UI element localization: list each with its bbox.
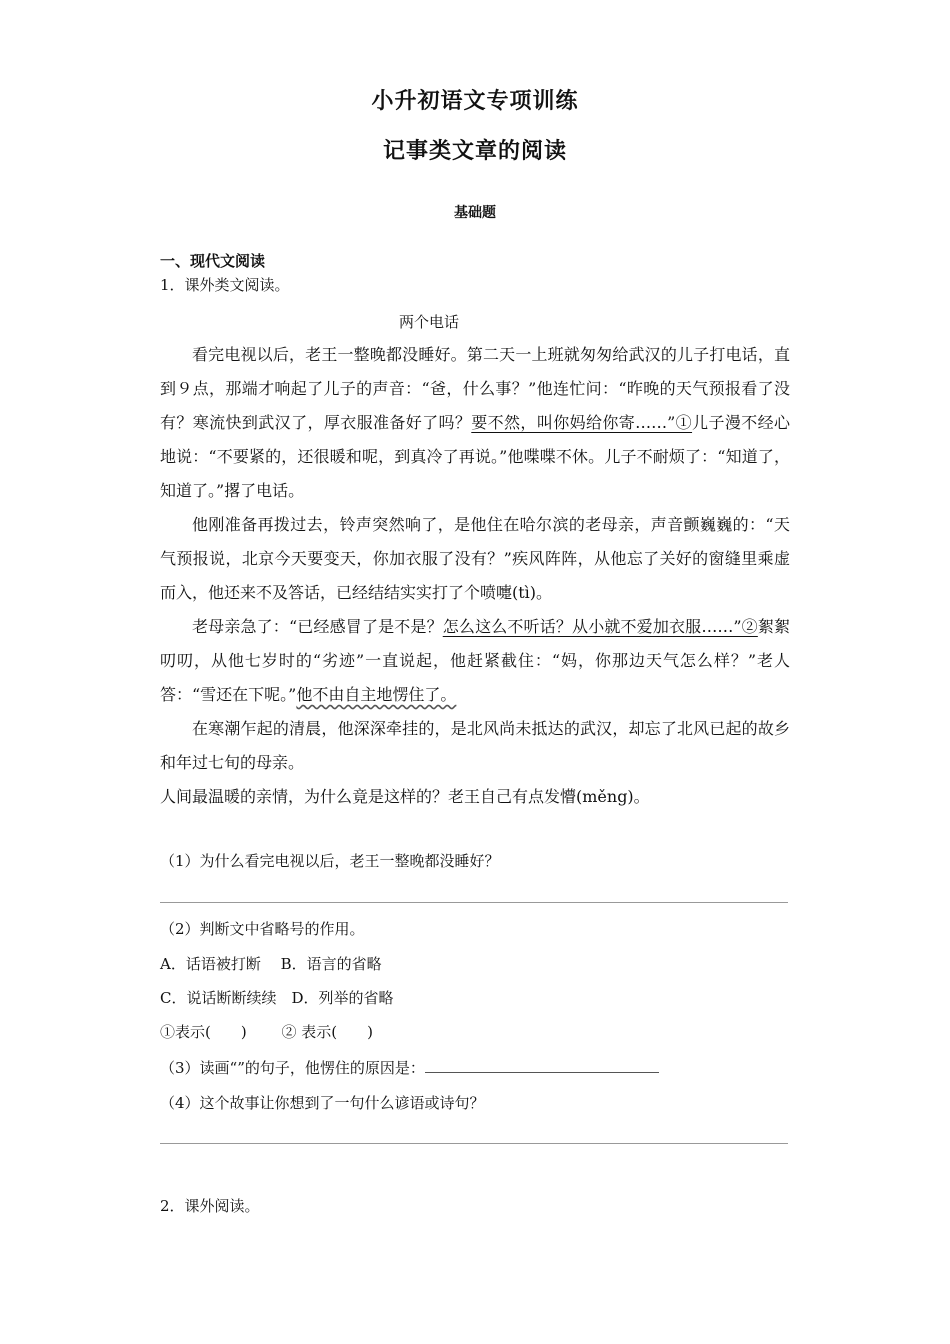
underlined-sentence-2: 怎么这么不听话？从小就不爱加衣服……”②: [442, 617, 758, 636]
passage-body: [160, 338, 790, 814]
sub-title: 记事类文章的阅读: [382, 139, 567, 164]
paragraph-4: 在寒潮乍起的清晨，他深深牵挂的，是北风尚未抵达的武汉，却忘了北风已起的故乡和年过七旬的母亲。: [160, 719, 790, 772]
underlined-sentence-1: 要不然，叫你妈给你寄……”①: [471, 413, 693, 432]
p1-text: 看完电视以后，老王一整晚都没睡好。第二天一上班就匆匆给武汉的儿子打电话，直到９点，那端才响起了儿子的声音：“爸，什么事？”他连忙问：“昨晚的天气预报看了没有？寒流快到武汉了，厚衣服准备好了吗？: [160, 345, 790, 432]
question-2-fill[interactable]: ①表示( ) ② 表示( ): [160, 1023, 373, 1041]
question-2-intro: 2．课外阅读。: [160, 1197, 260, 1215]
answer-blank-3[interactable]: [425, 1058, 659, 1073]
wavy-sentence: 他不由自主地愣住了。: [296, 685, 457, 704]
options-cd: C．说话断断续续 D．列举的省略: [160, 989, 394, 1007]
section-heading: 一、现代文阅读: [160, 252, 266, 270]
question-3: [160, 1057, 659, 1078]
paragraph-3: [160, 610, 790, 712]
question-3-text: （3）读画“”的句子，他愣住的原因是：: [160, 1059, 425, 1077]
p1-text-tail: 儿子漫不经心地说：“不要紧的，还很暖和呢，到真冷了再说。”他喋喋不休。儿子不耐烦了：“知道了，知道了。”撂了电话。: [160, 413, 790, 500]
paragraph-2: 他刚准备再拨过去，铃声突然响了，是他住在哈尔滨的老母亲，声音颤巍巍的：“天气预报说，北京今天要变天，你加衣服了没有？”疾风阵阵，从他忘了关好的窗缝里乘虚而入，他还来不及答话，已经结结实实打了个喷嚏(tì)。: [160, 515, 790, 602]
paragraph-5: 人间最温暖的亲情，为什么竟是这样的？老王自己有点发懵(měng)。: [160, 787, 650, 806]
question-2: （2）判断文中省略号的作用。: [160, 920, 365, 938]
paragraph-1: [160, 338, 790, 508]
level-label: 基础题: [454, 205, 496, 221]
options-ab: A．话语被打断 B．语言的省略: [160, 955, 382, 973]
answer-line-4[interactable]: [160, 1143, 788, 1144]
question-1-intro: 1．课外类文阅读。: [160, 276, 290, 294]
question-4: （4）这个故事让你想到了一句什么谚语或诗句？: [160, 1094, 485, 1112]
question-1: （1）为什么看完电视以后，老王一整晚都没睡好？: [160, 852, 500, 870]
main-title: 小升初语文专项训练: [371, 89, 579, 114]
answer-line-1[interactable]: [160, 902, 788, 903]
passage-title: 两个电话: [398, 313, 459, 331]
p3-text: 老母亲急了：“已经感冒了是不是？: [192, 617, 443, 636]
p3-text-tail: 絮絮叨叨，从他七岁时的“劣迹”一直说起，他赶紧截住：“妈，你那边天气怎么样？”老人答：“雪还在下呢。”: [160, 617, 790, 704]
